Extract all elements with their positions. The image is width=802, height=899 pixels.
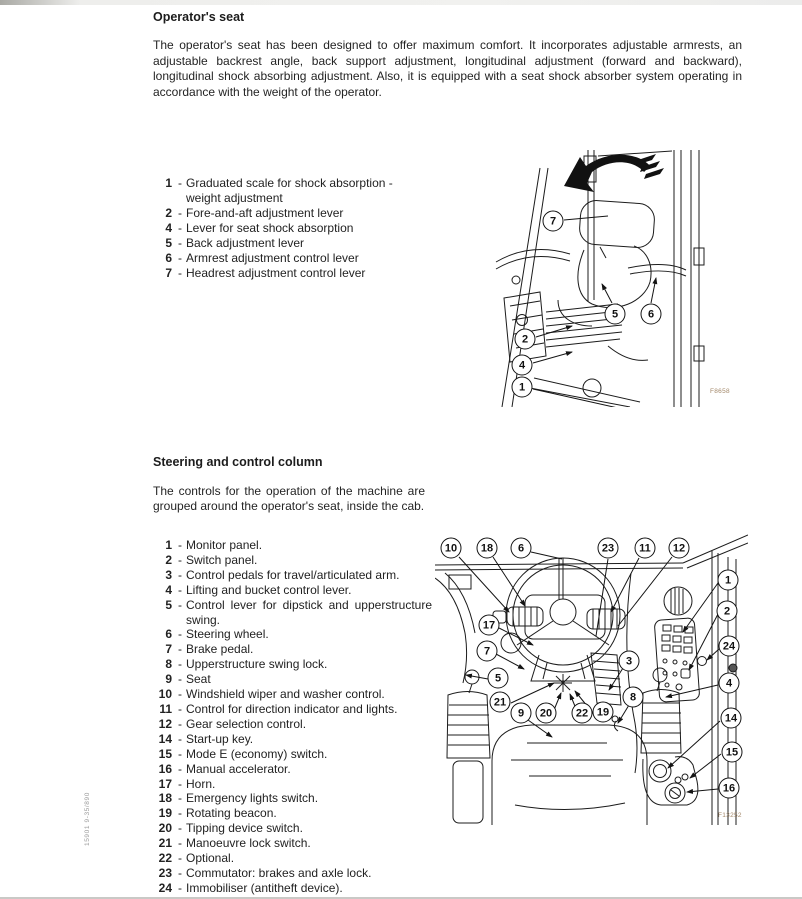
diagram-callout-17: 17 xyxy=(479,615,500,636)
list-item xyxy=(152,762,452,777)
diagram-callout-2: 2 xyxy=(515,329,536,350)
list-item xyxy=(152,538,452,553)
list-item xyxy=(152,851,452,866)
item-text: Gear selection control. xyxy=(186,716,307,731)
item-text: Switch panel. xyxy=(186,552,258,567)
item-dash: - xyxy=(178,236,182,250)
diagram-callout-9: 9 xyxy=(511,703,532,724)
item-number: 7 xyxy=(165,642,172,657)
item-text: Control for direction indicator and lights. xyxy=(186,701,398,716)
item-number: 4 xyxy=(165,582,172,597)
diagram-callout-6: 6 xyxy=(641,304,662,325)
item-number: 5 xyxy=(165,597,172,612)
item-dash: - xyxy=(178,627,182,642)
diagram-callout-19: 19 xyxy=(593,702,614,723)
item-dash: - xyxy=(178,206,182,220)
item-text: Horn. xyxy=(186,776,216,791)
item-dash: - xyxy=(178,701,182,716)
item-number: 15 xyxy=(158,746,172,761)
item-dash: - xyxy=(178,687,182,702)
diagram-callout-20: 20 xyxy=(536,703,557,724)
diagram-callout-4: 4 xyxy=(719,673,740,694)
item-text: Headrest adjustment control lever xyxy=(186,266,366,280)
item-dash: - xyxy=(178,731,182,746)
item-text: Armrest adjustment control lever xyxy=(186,251,359,265)
item-dash: - xyxy=(178,582,182,597)
item-number: 18 xyxy=(158,791,172,806)
controls-list xyxy=(152,538,452,896)
item-text: Optional. xyxy=(186,851,235,866)
item-dash: - xyxy=(178,836,182,851)
item-text: Steering wheel. xyxy=(186,627,269,642)
seat-parts-list xyxy=(152,176,452,281)
diagram-callout-16: 16 xyxy=(719,778,740,799)
diagram-callout-5: 5 xyxy=(605,304,626,325)
diagram-callout-3: 3 xyxy=(619,651,640,672)
diagram-callout-2: 2 xyxy=(717,601,738,622)
item-number: 9 xyxy=(165,672,172,687)
item-number: 11 xyxy=(159,701,172,716)
item-text: Mode E (economy) switch. xyxy=(186,746,328,761)
item-text: Control pedals for travel/articulated arm. xyxy=(186,567,400,582)
item-text: Manual accelerator. xyxy=(186,761,291,776)
diagram-callout-6: 6 xyxy=(511,538,532,559)
list-item xyxy=(152,702,452,717)
item-number: 7 xyxy=(165,266,172,280)
item-dash: - xyxy=(178,761,182,776)
page-top-edge xyxy=(0,0,802,5)
seat-diagram xyxy=(488,150,745,407)
item-number: 4 xyxy=(165,221,172,235)
item-text: Brake pedal. xyxy=(186,642,254,657)
item-dash: - xyxy=(178,221,182,235)
print-code: 15901 9-35/890 xyxy=(84,792,91,846)
steering-column-diagram xyxy=(435,533,748,825)
item-text: Back adjustment lever xyxy=(186,236,305,250)
item-dash: - xyxy=(178,597,182,612)
list-item xyxy=(152,657,452,672)
item-text: Upperstructure swing lock. xyxy=(186,657,328,672)
diagram-callout-7: 7 xyxy=(543,211,564,232)
item-dash: - xyxy=(178,672,182,687)
list-item xyxy=(152,732,452,747)
list-item xyxy=(152,806,452,821)
item-text: Control lever for dipstick and upperstructure swing. xyxy=(186,597,432,627)
item-text: Emergency lights switch. xyxy=(186,791,319,806)
item-text: Commutator: brakes and axle lock. xyxy=(186,865,372,880)
item-dash: - xyxy=(178,791,182,806)
item-dash: - xyxy=(178,865,182,880)
list-item xyxy=(152,583,452,598)
diagram-callout-11: 11 xyxy=(635,538,656,559)
list-item xyxy=(152,687,452,702)
item-dash: - xyxy=(178,538,182,552)
diagram-callout-1: 1 xyxy=(512,377,533,398)
item-text: Lever for seat shock absorption xyxy=(186,221,354,235)
item-text: Tipping device switch. xyxy=(186,821,303,836)
item-number: 19 xyxy=(158,806,172,821)
diagram-callout-21: 21 xyxy=(490,692,511,713)
list-item xyxy=(152,627,452,642)
item-number: 22 xyxy=(158,851,172,866)
item-number: 21 xyxy=(158,836,172,851)
item-text: Graduated scale for shock absorption - weight adjustment xyxy=(186,176,393,205)
item-dash: - xyxy=(178,552,182,567)
item-text: Immobiliser (antitheft device). xyxy=(186,880,343,895)
section-title-operators-seat: Operator's seat xyxy=(153,10,245,24)
steering-column-paragraph: The controls for the operation of the machine are grouped around the operator's seat, inside the cab. xyxy=(153,484,425,513)
item-text: Windshield wiper and washer control. xyxy=(186,687,385,702)
item-dash: - xyxy=(178,821,182,836)
item-number: 2 xyxy=(165,206,172,220)
diagram-callout-18: 18 xyxy=(477,538,498,559)
diagram-callout-14: 14 xyxy=(721,708,742,729)
diagram-callout-23: 23 xyxy=(598,538,619,559)
list-item xyxy=(152,266,452,281)
operators-seat-paragraph: The operator's seat has been designed to offer maximum comfort. It incorporates adjustable armrests, an adjustable backrest angle, back support adjustment, longitudinal adjustment (forward and backward), longitudinal shock absorbing adjustment. Also, it is equipped with a seat shock absorber system operating in accordance with the weight of the operator. xyxy=(153,38,742,99)
diagram-callout-12: 12 xyxy=(669,538,690,559)
section-title-steering-column: Steering and control column xyxy=(153,455,323,469)
item-number: 10 xyxy=(158,687,172,702)
list-item xyxy=(152,777,452,792)
item-dash: - xyxy=(178,176,182,190)
diagram-callout-5: 5 xyxy=(488,668,509,689)
item-number: 23 xyxy=(158,865,172,880)
list-item xyxy=(152,881,452,896)
diagram-callout-8: 8 xyxy=(623,687,644,708)
list-item xyxy=(152,598,452,628)
item-number: 8 xyxy=(165,657,172,672)
item-number: 17 xyxy=(158,776,172,791)
item-number: 1 xyxy=(165,538,172,552)
item-text: Lifting and bucket control lever. xyxy=(186,582,352,597)
item-number: 2 xyxy=(165,552,172,567)
list-item xyxy=(152,176,452,206)
list-item xyxy=(152,836,452,851)
item-dash: - xyxy=(178,716,182,731)
figure-id-seat: F8658 xyxy=(710,388,730,395)
list-item xyxy=(152,717,452,732)
item-number: 6 xyxy=(165,627,172,642)
list-item xyxy=(152,553,452,568)
list-item xyxy=(152,791,452,806)
item-number: 6 xyxy=(165,251,172,265)
item-dash: - xyxy=(178,657,182,672)
item-number: 20 xyxy=(158,821,172,836)
diagram-callout-7: 7 xyxy=(477,641,498,662)
item-text: Monitor panel. xyxy=(186,538,263,552)
item-text: Fore-and-aft adjustment lever xyxy=(186,206,344,220)
item-number: 12 xyxy=(158,716,172,731)
list-item xyxy=(152,206,452,221)
item-dash: - xyxy=(178,746,182,761)
diagram-callout-24: 24 xyxy=(719,636,740,657)
list-item xyxy=(152,221,452,236)
cab-line-art xyxy=(435,533,748,825)
diagram-callout-1: 1 xyxy=(718,570,739,591)
diagram-callout-10: 10 xyxy=(441,538,462,559)
list-item xyxy=(152,821,452,836)
list-item xyxy=(152,236,452,251)
item-dash: - xyxy=(178,776,182,791)
list-item xyxy=(152,747,452,762)
diagram-callout-15: 15 xyxy=(722,742,743,763)
list-item xyxy=(152,866,452,881)
item-number: 3 xyxy=(165,567,172,582)
item-dash: - xyxy=(178,806,182,821)
diagram-callout-4: 4 xyxy=(512,355,533,376)
list-item xyxy=(152,642,452,657)
item-text: Seat xyxy=(186,672,211,687)
item-dash: - xyxy=(178,251,182,265)
item-number: 14 xyxy=(158,731,172,746)
item-dash: - xyxy=(178,567,182,582)
item-text: Start-up key. xyxy=(186,731,254,746)
item-text: Manoeuvre lock switch. xyxy=(186,836,311,851)
item-number: 16 xyxy=(158,761,172,776)
list-item xyxy=(152,568,452,583)
item-number: 5 xyxy=(165,236,172,250)
item-text: Rotating beacon. xyxy=(186,806,277,821)
diagram-callout-22: 22 xyxy=(572,703,593,724)
item-dash: - xyxy=(178,851,182,866)
list-item xyxy=(152,672,452,687)
figure-id-steering: F13252 xyxy=(718,812,742,819)
list-item xyxy=(152,251,452,266)
item-dash: - xyxy=(178,266,182,280)
item-number: 1 xyxy=(165,176,172,190)
item-dash: - xyxy=(178,880,182,895)
item-number: 24 xyxy=(158,880,172,895)
item-dash: - xyxy=(178,642,182,657)
